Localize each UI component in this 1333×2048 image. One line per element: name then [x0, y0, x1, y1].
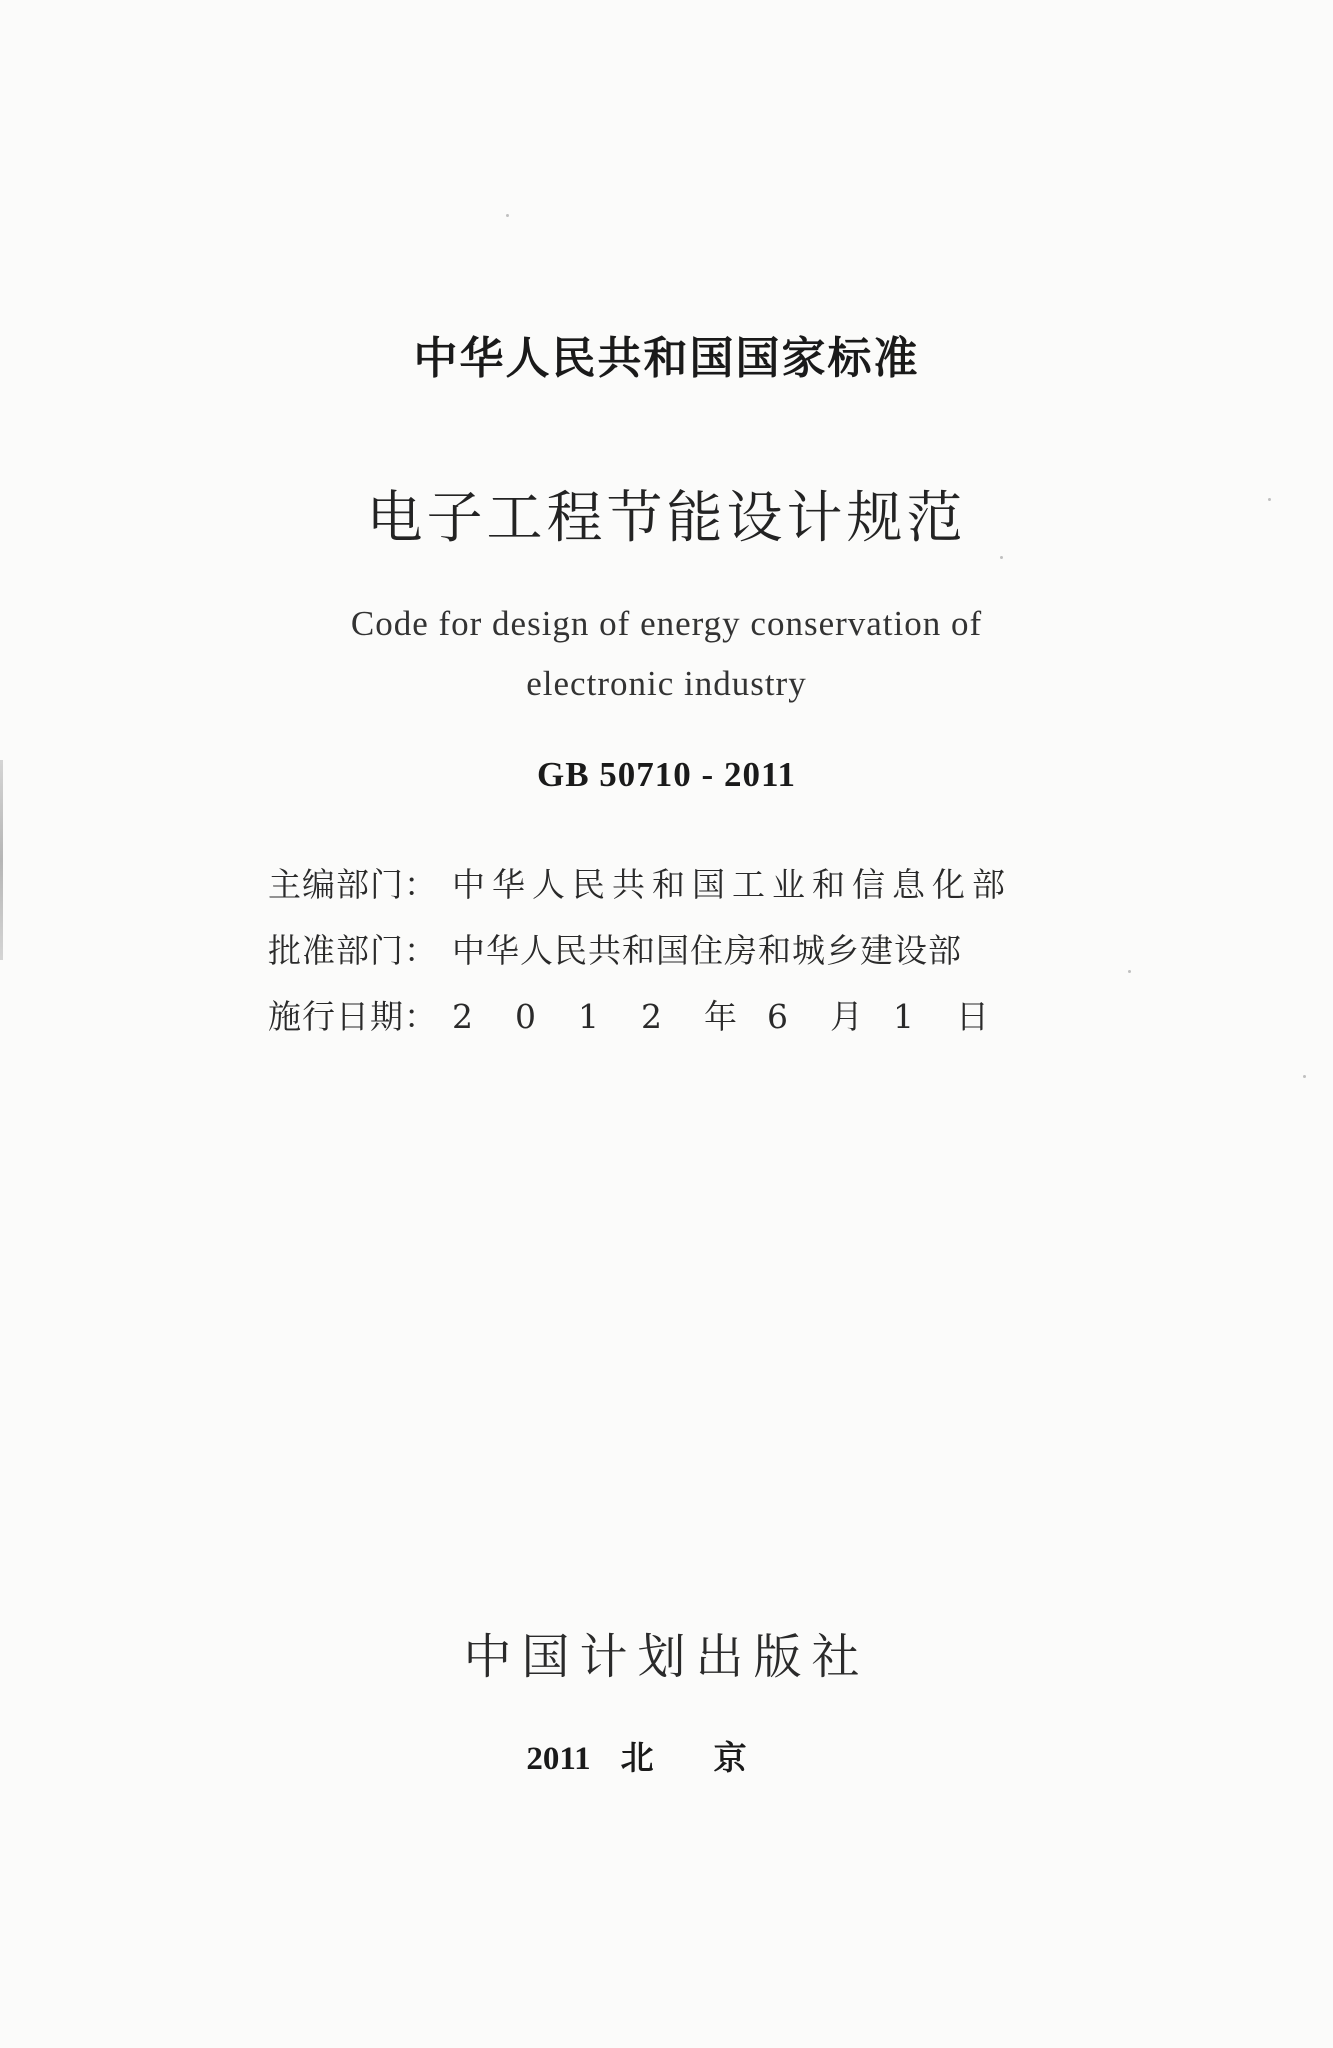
scan-speck	[506, 214, 509, 217]
date-row	[268, 984, 1019, 1050]
publisher-name: 中国计划出版社	[463, 1629, 870, 1685]
approver-row	[268, 918, 1019, 984]
date-char: 1	[893, 997, 914, 1036]
document-title-english	[0, 594, 1333, 714]
publication-city: 北京	[620, 1738, 807, 1777]
publication-year: 2011	[526, 1741, 591, 1777]
date-label: 施行日期：	[268, 997, 438, 1036]
scan-speck	[1303, 1075, 1306, 1078]
date-char: 年	[704, 997, 737, 1036]
publication-year-city	[0, 1732, 1333, 1779]
editor-value: 中华人民共和国工业和信息化部	[452, 865, 1012, 904]
date-char: 6	[767, 997, 788, 1036]
date-char: 月	[830, 997, 863, 1036]
national-standard-heading: 中华人民共和国国家标准	[413, 333, 920, 384]
date-char: 2	[452, 997, 473, 1036]
scan-speck	[1128, 970, 1131, 973]
date-char: 0	[515, 997, 536, 1036]
date-char: 2	[641, 997, 662, 1036]
editor-row	[268, 852, 1019, 918]
standard-code: GB 50710 - 2011	[536, 755, 797, 794]
title-english-line-2: electronic industry	[526, 664, 807, 703]
date-char: 日	[956, 997, 989, 1036]
date-value	[452, 984, 1019, 1050]
title-english-line-1: Code for design of energy conservation of	[350, 604, 983, 643]
document-title-chinese: 电子工程节能设计规范	[366, 486, 967, 551]
date-char: 1	[578, 997, 599, 1036]
publication-info	[268, 852, 1019, 1050]
scan-speck	[1000, 556, 1003, 559]
approver-label: 批准部门：	[268, 931, 438, 970]
approver-value: 中华人民共和国住房和城乡建设部	[452, 931, 962, 970]
editor-label: 主编部门：	[268, 865, 438, 904]
